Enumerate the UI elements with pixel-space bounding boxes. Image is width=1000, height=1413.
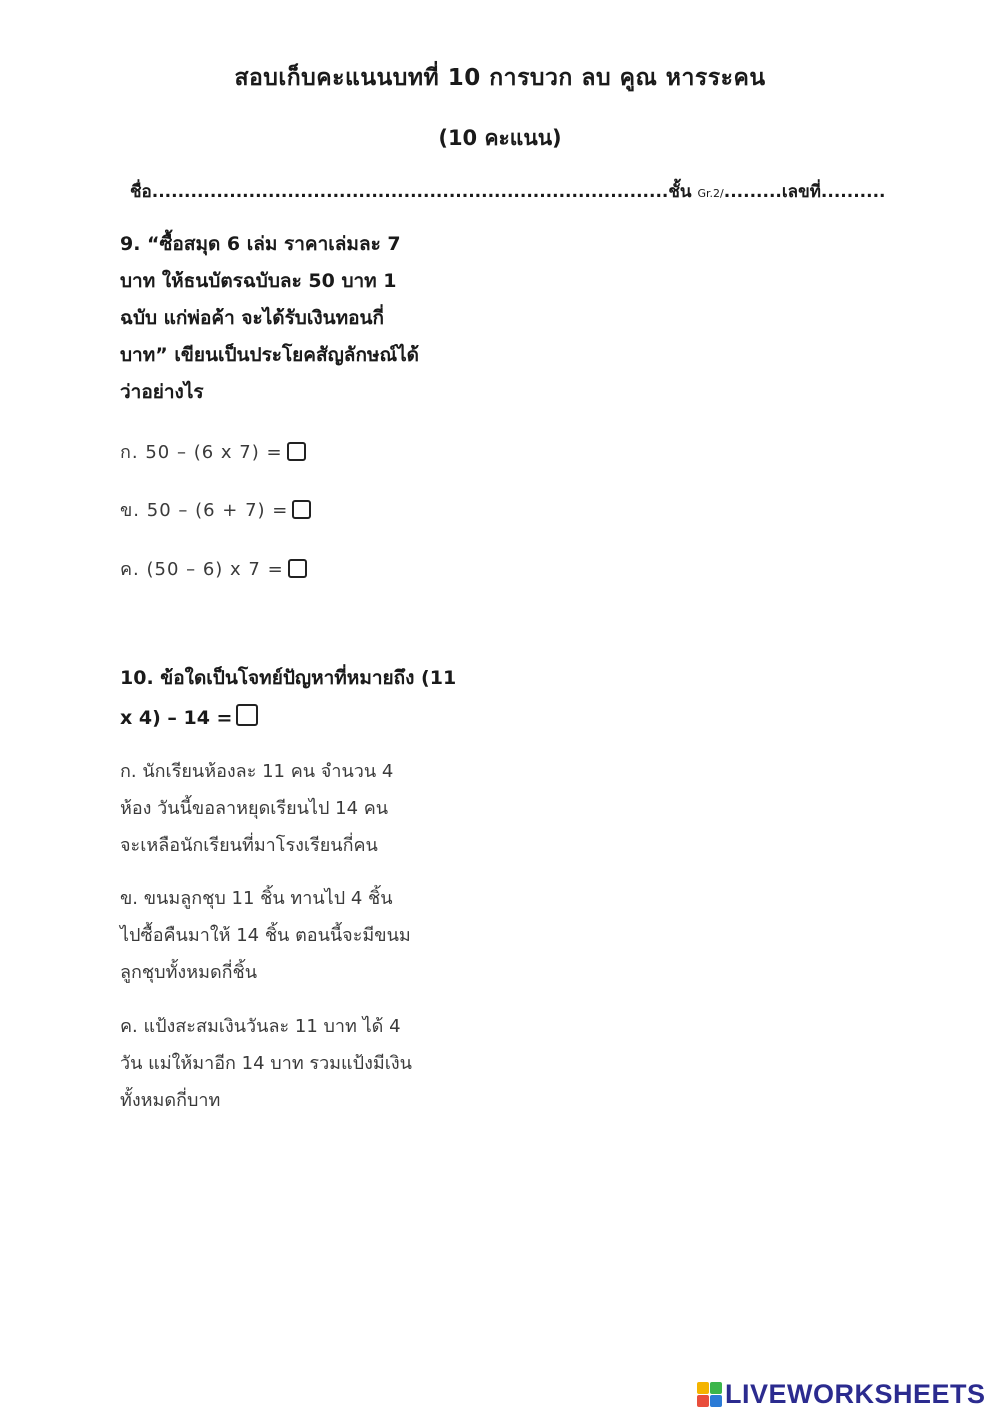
logo-square bbox=[710, 1382, 722, 1394]
class-value: Gr.2/ bbox=[697, 187, 724, 200]
class-label: ชั้น bbox=[668, 182, 692, 202]
question-10-stem bbox=[120, 658, 520, 738]
logo-mark-icon bbox=[697, 1382, 722, 1407]
question-10-line: 10. ข้อใดเป็นโจทย์ปัญหาที่หมายถึง (11 bbox=[120, 667, 457, 689]
question-9-line: ว่าอย่างไร bbox=[120, 381, 204, 403]
answer-box[interactable] bbox=[287, 442, 306, 461]
name-label: ชื่อ................................................................................ bbox=[130, 182, 669, 202]
question-9-line: บาท” เขียนเป็นประโยคสัญลักษณ์ได้ bbox=[120, 344, 419, 366]
question-10-choice-c[interactable] bbox=[120, 1008, 500, 1119]
question-9-choice-a bbox=[120, 437, 306, 466]
choice-line: ลูกชุบทั้งหมดกี่ชิ้น bbox=[120, 962, 258, 983]
choice-text: ข. 50 – (6 + 7) = bbox=[120, 500, 289, 521]
choice-line: ห้อง วันนี้ขอลาหยุดเรียนไป 14 คน bbox=[120, 798, 389, 819]
question-9-stem bbox=[120, 226, 480, 411]
answer-box bbox=[236, 704, 258, 726]
choice-text: ค. (50 – 6) x 7 = bbox=[120, 559, 284, 580]
question-9-line: ฉบับ แก่พ่อค้า จะได้รับเงินทอนกี่ bbox=[120, 307, 385, 329]
logo-text: LIVEWORKSHEETS bbox=[725, 1378, 986, 1409]
question-9-line: 9. “ซื้อสมุด 6 เล่ม ราคาเล่มละ 7 bbox=[120, 233, 401, 255]
choice-line: ข. ขนมลูกชุบ 11 ชิ้น ทานไป 4 ชิ้น bbox=[120, 888, 393, 909]
choice-line: ไปซื้อคืนมาให้ 14 ชิ้น ตอนนี้จะมีขนม bbox=[120, 925, 411, 946]
worksheet-title: สอบเก็บคะแนนบทที่ 10 การบวก ลบ คูณ หารระคน bbox=[234, 65, 766, 91]
choice-line: ทั้งหมดกี่บาท bbox=[120, 1090, 221, 1111]
choice-line: ค. แป้งสะสมเงินวันละ 11 บาท ได้ 4 bbox=[120, 1016, 401, 1037]
question-9-line: บาท ให้ธนบัตรฉบับละ 50 บาท 1 bbox=[120, 270, 397, 292]
question-10-choice-a[interactable] bbox=[120, 753, 500, 864]
liveworksheets-logo bbox=[697, 1380, 986, 1408]
choice-line: วัน แม่ให้มาอีก 14 บาท รวมแป้งมีเงิน bbox=[120, 1053, 412, 1074]
logo-square bbox=[697, 1382, 709, 1394]
question-9-choice-c bbox=[120, 554, 307, 583]
choice-line: ก. นักเรียนห้องละ 11 คน จำนวน 4 bbox=[120, 761, 394, 782]
score-label: (10 คะแนน) bbox=[438, 126, 562, 150]
question-10-line: x 4) – 14 = bbox=[120, 698, 520, 738]
logo-square bbox=[697, 1395, 709, 1407]
answer-box[interactable] bbox=[292, 500, 311, 519]
question-9-choice-b bbox=[120, 495, 311, 524]
number-label: เลขที่.......... bbox=[781, 182, 886, 202]
question-10-choice-b[interactable] bbox=[120, 880, 500, 991]
answer-box[interactable] bbox=[288, 559, 307, 578]
choice-text: ก. 50 – (6 x 7) = bbox=[120, 442, 283, 463]
student-info-line bbox=[130, 178, 886, 205]
choice-line: จะเหลือนักเรียนที่มาโรงเรียนกี่คน bbox=[120, 835, 378, 856]
logo-square bbox=[710, 1395, 722, 1407]
class-dots: ......... bbox=[723, 182, 782, 202]
